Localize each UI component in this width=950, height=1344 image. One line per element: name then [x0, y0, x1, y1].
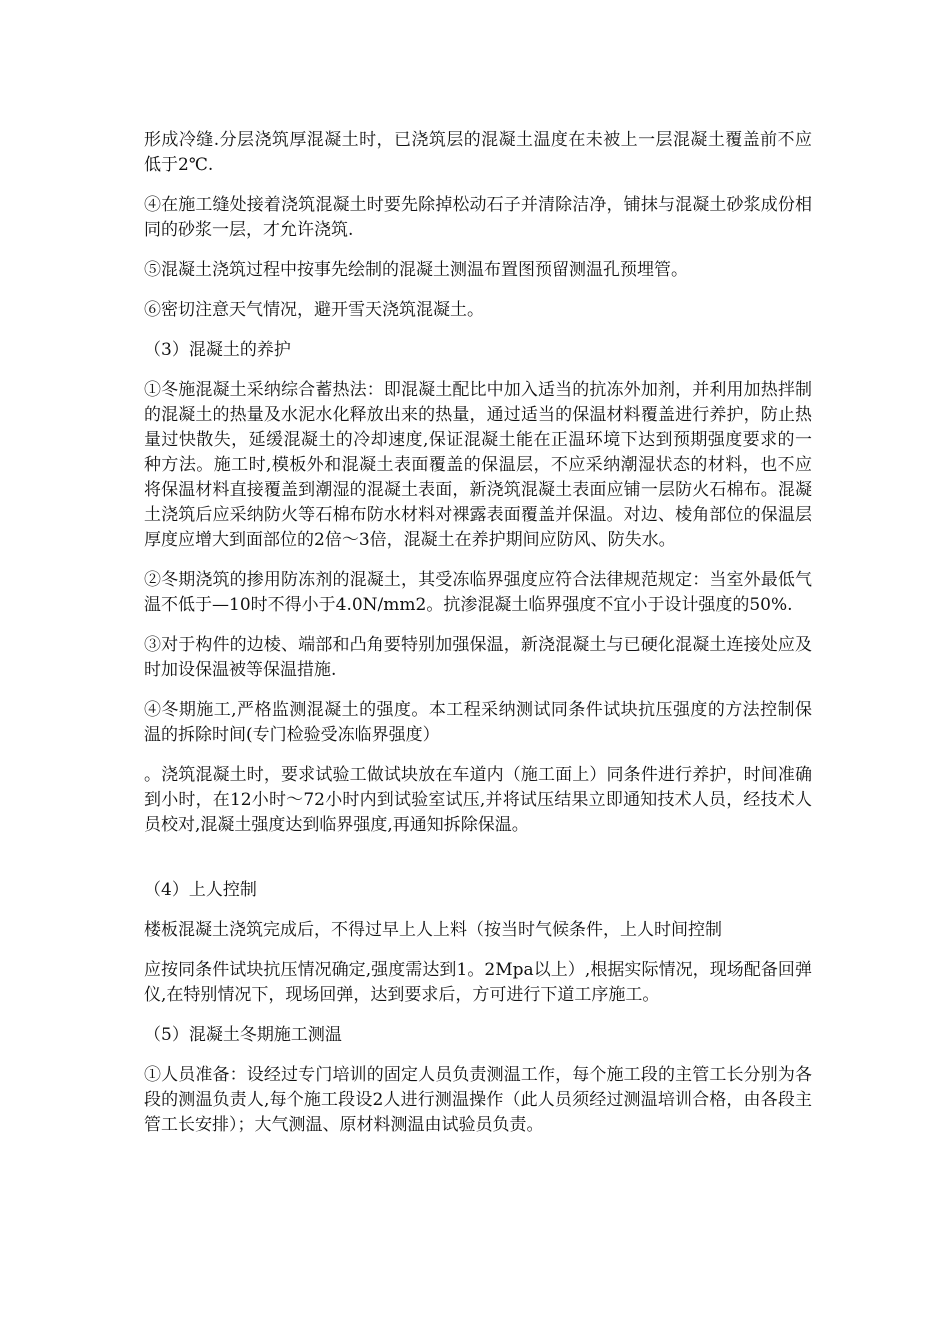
paragraph-10: 楼板混凝土浇筑完成后，不得过早上人上料（按当时气候条件，上人时间控制 — [144, 920, 722, 940]
paragraph-6: ②冬期浇筑的掺用防冻剂的混凝土，其受冻临界强度应符合法律规范规定：当室外最低气温不低于—10时不得小于4.0N/mm2。抗渗混凝土临界强度不宜小于设计强度的50%. — [144, 570, 812, 615]
paragraph-8: ④冬期施工,严格监测混凝土的强度。本工程采纳测试同条件试块抗压强度的方法控制保温的拆除时间(专门检验受冻临界强度） — [144, 700, 812, 745]
paragraph-7: ③对于构件的边棱、端部和凸角要特别加强保温，新浇混凝土与已硬化混凝土连接处应及时加设保温被等保温措施. — [144, 635, 812, 680]
paragraph-1: 形成冷缝.分层浇筑厚混凝土时，已浇筑层的混凝土温度在未被上一层混凝土覆盖前不应低于2℃. — [144, 130, 812, 175]
paragraph-2: ④在施工缝处接着浇筑混凝土时要先除掉松动石子并清除洁净，铺抹与混凝土砂浆成份相同的砂浆一层，才允许浇筑. — [144, 195, 812, 240]
paragraph-4: ⑥密切注意天气情况，避开雪天浇筑混凝土。 — [144, 300, 484, 320]
paragraph-9: 。浇筑混凝土时，要求试验工做试块放在车道内（施工面上）同条件进行养护，时间准确到小时，在12小时～72小时内到试验室试压,并将试压结果立即通知技术人员，经技术人员校对,混凝土强度达到临界强度,再通知拆除保温。 — [144, 765, 812, 835]
section-heading-4: （4）上人控制 — [144, 880, 257, 900]
paragraph-12: ①人员准备：设经过专门培训的固定人员负责测温工作，每个施工段的主管工长分别为各段的测温负责人,每个施工段设2人进行测温操作（此人员须经过测温培训合格，由各段主管工长安排）；大气测温、原材料测温由试验员负责。 — [144, 1065, 812, 1135]
paragraph-3: ⑤混凝土浇筑过程中按事先绘制的混凝土测温布置图预留测温孔预埋管。 — [144, 260, 688, 280]
section-heading-5: （5）混凝土冬期施工测温 — [144, 1025, 342, 1045]
document-page — [144, 122, 812, 1138]
paragraph-5: ①冬施混凝土采纳综合蓄热法：即混凝土配比中加入适当的抗冻外加剂，并利用加热拌制的混凝土的热量及水泥水化释放出来的热量，通过适当的保温材料覆盖进行养护，防止热量过快散失，延缓混凝土的冷却速度,保证混凝土能在正温环境下达到预期强度要求的一种方法。施工时,模板外和混凝土表面覆盖的保温层，不应采纳潮湿状态的材料，也不应将保温材料直接覆盖到潮湿的混凝土表面，新浇筑混凝土表面应铺一层防火石棉布。混凝土浇筑后应采纳防火等石棉布防水材料对裸露表面覆盖并保温。对边、棱角部位的保温层厚度应增大到面部位的2倍～3倍，混凝土在养护期间应防风、防失水。 — [144, 380, 812, 550]
paragraph-11: 应按同条件试块抗压情况确定,强度需达到1。2Mpa以上）,根据实际情况，现场配备回弹仪,在特别情况下，现场回弹，达到要求后，方可进行下道工序施工。 — [144, 960, 812, 1005]
section-heading-3: （3）混凝土的养护 — [144, 340, 291, 360]
